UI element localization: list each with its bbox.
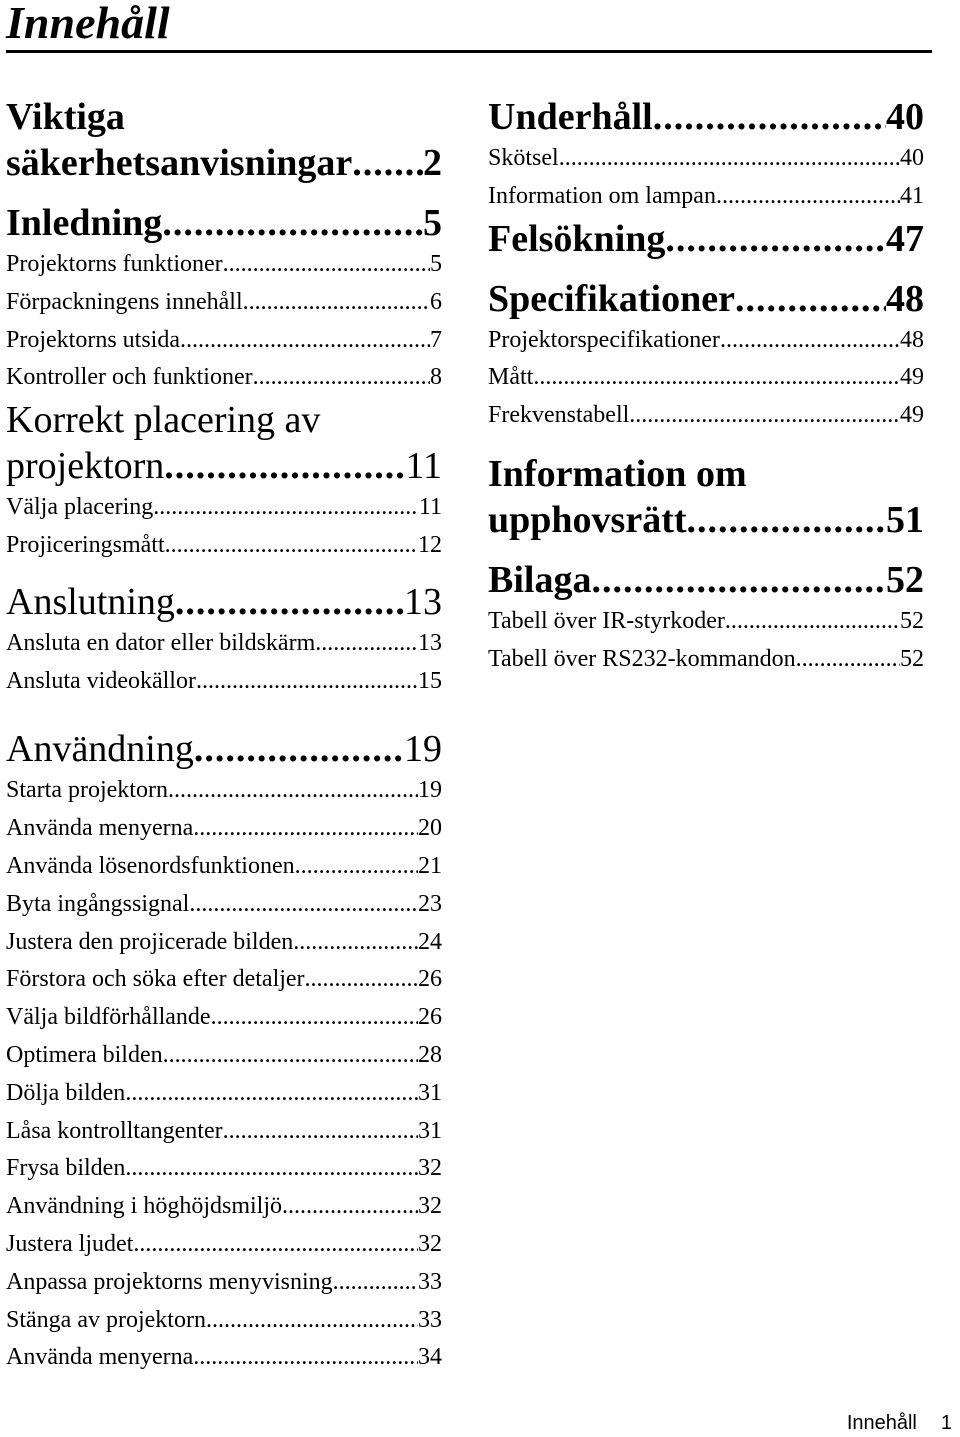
toc-subsection-page: 21 [418,852,442,879]
toc-subsection-page: 41 [900,182,924,209]
toc-section [6,200,442,397]
toc-subsection-page: 32 [418,1155,442,1182]
toc-section [6,726,442,1377]
toc-subsection-title: Användning i höghöjdsmiljö [6,1193,282,1220]
dot-leader [133,1226,418,1264]
dot-leader [153,489,419,527]
toc-section [6,579,442,701]
dot-leader [163,1037,418,1075]
toc-section [488,451,924,543]
toc-section [488,216,924,262]
dot-leader [223,246,430,284]
toc-subsection-page: 24 [418,928,442,955]
dot-leader [295,848,418,886]
dot-leader [315,625,418,663]
toc-subsection-page: 20 [418,815,442,842]
dot-leader [193,1339,418,1377]
toc-subsection-entry[interactable] [6,359,442,397]
toc-subsection-entry[interactable] [6,1302,442,1340]
dot-leader [333,1264,418,1302]
toc-subsection-title: Använda menyerna [6,1344,194,1371]
toc-section-title-line1: Information om [488,452,747,495]
toc-subsection-page: 19 [418,777,442,804]
dot-leader [193,810,418,848]
dot-leader [305,961,418,999]
dot-leader [180,322,430,360]
toc-section-entry[interactable] [488,94,924,140]
toc-subsection-page: 52 [900,607,924,634]
toc-section-page: 13 [404,580,442,623]
toc-subsection-page: 26 [418,966,442,993]
toc-subsection-list [6,246,442,397]
toc-subsection-title: Använda menyerna [6,815,194,842]
toc-subsection-title: Förpackningens innehåll [6,288,243,315]
toc-subsection-title: Välja bildförhållande [6,1004,211,1031]
toc-subsection-title: Välja placering [6,494,154,521]
toc-section-entry[interactable] [488,497,924,543]
toc-subsection-entry[interactable] [488,603,924,641]
toc-subsection-title: Använda lösenordsfunktionen [6,852,295,879]
toc-section [488,94,924,216]
toc-subsection-title: Optimera bilden [6,1041,163,1068]
toc-subsection-list [488,322,924,435]
toc-section-entry[interactable] [6,140,442,186]
dot-leader [223,1113,418,1151]
toc-subsection-entry[interactable] [6,1339,442,1377]
dot-leader [164,443,405,489]
dot-leader [665,216,886,262]
page-title: Innehåll [6,0,170,48]
dot-leader [282,1188,418,1226]
dot-leader [653,94,886,140]
toc-subsection-title: Kontroller och funktioner [6,364,253,391]
toc-section-title-line1: Viktiga [6,96,125,138]
dot-leader [253,359,430,397]
toc-section-page: 48 [886,277,924,320]
toc-section-page: 2 [423,142,442,184]
dot-leader [716,178,900,216]
toc-subsection-entry[interactable] [6,772,442,810]
toc-section-entry[interactable] [6,443,442,489]
toc-subsection-page: 15 [418,667,442,694]
toc-subsection-page: 40 [900,145,924,171]
toc-subsection-entry[interactable] [6,489,442,527]
toc-subsection-entry[interactable] [6,527,442,565]
toc-subsection-title: Information om lampan [488,182,716,209]
toc-section-page: 11 [405,445,442,488]
toc-subsection-entry[interactable] [6,999,442,1037]
dot-leader [243,284,430,322]
toc-subsection-page: 49 [900,402,924,429]
toc-section-entry[interactable] [6,200,442,246]
toc-subsection-title: Byta ingångssignal [6,890,190,917]
dot-leader [206,1302,418,1340]
toc-subsection-entry[interactable] [6,246,442,284]
toc-subsection-title: Förstora och söka efter detaljer [6,966,305,993]
title-divider [6,50,932,53]
dot-leader [175,579,404,625]
toc-section-title-line1: Korrekt placering av [6,399,321,442]
toc-section [488,557,924,679]
toc-subsection-entry[interactable] [488,641,924,679]
dot-leader [196,663,418,701]
toc-section [6,397,442,565]
toc-subsection-page: 23 [418,890,442,917]
toc-subsection-entry[interactable] [6,1188,442,1226]
toc-subsection-page: 31 [418,1117,442,1144]
toc-subsection-page: 32 [418,1230,442,1257]
toc-subsection-entry[interactable] [488,359,924,397]
toc-subsection-page: 33 [418,1306,442,1333]
toc-subsection-page: 5 [430,251,442,277]
toc-subsection-title: Ansluta videokällor [6,667,196,694]
toc-section-title: Inledning [6,202,163,244]
toc-subsection-page: 12 [418,531,442,558]
dot-leader [591,557,886,603]
dot-leader [189,886,418,924]
toc-subsection-page: 48 [900,326,924,353]
toc-subsection-entry[interactable] [488,140,924,178]
toc-subsection-entry[interactable] [6,848,442,886]
toc-subsection-title: Tabell över RS232-kommandon [488,645,796,672]
toc-subsection-title: Stänga av projektorn [6,1306,206,1333]
toc-section-page: 47 [886,217,924,260]
toc-subsection-page: 32 [418,1193,442,1220]
toc-subsection-entry[interactable] [6,322,442,360]
toc-subsection-title: Projektorspecifikationer [488,326,720,353]
toc-section-title: Bilaga [488,558,592,601]
dot-leader [720,322,900,360]
toc-subsection-page: 52 [900,645,924,672]
toc-subsection-entry[interactable] [488,178,924,216]
toc-section-title: Specifikationer [488,277,735,320]
toc-section-page: 5 [423,202,442,244]
toc-section-title: säkerhetsanvisningar [6,142,353,184]
toc-subsection-title: Låsa kontrolltangenter [6,1117,223,1144]
toc-subsection-title: Justera ljudet [6,1230,134,1257]
toc-subsection-entry[interactable] [488,397,924,435]
toc-section-title: Felsökning [488,217,666,260]
footer-page-number: 1 [940,1412,952,1434]
toc-subsection-entry[interactable] [6,1150,442,1188]
toc-right-column [488,94,924,679]
toc-section-page: 19 [404,728,442,771]
toc-subsection-entry[interactable] [6,1264,442,1302]
dot-leader [533,359,900,397]
toc-left-column [6,94,442,1377]
toc-subsection-page: 8 [430,364,442,391]
dot-leader [735,276,886,322]
dot-leader [168,772,418,810]
toc-subsection-title: Mått [488,364,534,391]
toc-subsection-entry[interactable] [6,1226,442,1264]
dot-leader [629,397,900,435]
toc-subsection-entry[interactable] [6,924,442,962]
toc-subsection-title: Projektorns utsida [6,326,180,353]
dot-leader [211,999,418,1037]
toc-subsection-entry[interactable] [6,1113,442,1151]
toc-section-entry[interactable] [488,557,924,603]
toc-subsection-list [6,772,442,1377]
toc-subsection-page: 11 [418,494,442,521]
dot-leader [194,726,404,772]
toc-subsection-page: 26 [418,1004,442,1031]
toc-subsection-page: 49 [900,364,924,391]
dot-leader [725,603,900,641]
dot-leader [125,1075,418,1113]
toc-subsection-entry[interactable] [6,284,442,322]
dot-leader [293,924,418,962]
toc-subsection-title: Justera den projicerade bilden [6,928,294,955]
toc-subsection-page: 31 [418,1079,442,1106]
dot-leader [162,200,423,246]
toc-subsection-page: 33 [418,1268,442,1295]
toc-section [6,94,442,186]
toc-subsection-entry[interactable] [6,625,442,663]
dot-leader [559,140,900,178]
toc-section-page: 52 [886,558,924,601]
toc-subsection-title: Tabell över IR-styrkoder [488,607,725,634]
toc-subsection-list [488,140,924,216]
toc-subsection-title: Frysa bilden [6,1155,126,1182]
toc-section-entry[interactable] [6,726,442,772]
toc-subsection-list [488,603,924,679]
dot-leader [125,1150,418,1188]
toc-subsection-page: 6 [430,288,442,315]
toc-subsection-page: 13 [418,629,442,656]
toc-section-page: 51 [886,498,924,541]
toc-subsection-title: Skötsel [488,145,559,171]
toc-section-entry[interactable] [488,276,924,322]
dot-leader [796,641,900,679]
toc-subsection-page: 7 [430,326,442,353]
toc-subsection-entry[interactable] [6,961,442,999]
page-footer [847,1413,952,1433]
toc-section-entry[interactable] [488,216,924,262]
toc-subsection-entry[interactable] [6,1037,442,1075]
toc-section-entry[interactable] [6,579,442,625]
toc-subsection-entry[interactable] [6,810,442,848]
toc-subsection-title: Projiceringsmått [6,531,165,558]
toc-subsection-title: Anpassa projektorns menyvisning [6,1268,333,1295]
toc-section-title: Användning [6,728,194,771]
toc-subsection-title: Ansluta en dator eller bildskärm [6,629,316,656]
toc-subsection-list [6,489,442,565]
toc-subsection-title: Starta projektorn [6,777,168,804]
dot-leader [165,527,418,565]
toc-subsection-entry[interactable] [6,886,442,924]
toc-subsection-entry[interactable] [488,322,924,360]
toc-section-title: Anslutning [6,580,175,623]
toc-subsection-title: Dölja bilden [6,1079,126,1106]
toc-subsection-entry[interactable] [6,663,442,701]
toc-section-title: projektorn [6,445,165,488]
toc-subsection-entry[interactable] [6,1075,442,1113]
toc-subsection-title: Frekvenstabell [488,402,630,429]
toc-section-title: Underhåll [488,96,653,138]
toc-subsection-title: Projektorns funktioner [6,251,223,277]
toc-subsection-list [6,625,442,701]
footer-label: Innehåll [846,1412,917,1434]
toc-subsection-page: 28 [418,1041,442,1068]
toc-subsection-page: 34 [418,1344,442,1371]
dot-leader [352,140,423,186]
toc-section [488,276,924,435]
toc-section-page: 40 [886,96,924,138]
toc-section-title: upphovsrätt [488,498,687,541]
dot-leader [687,497,887,543]
